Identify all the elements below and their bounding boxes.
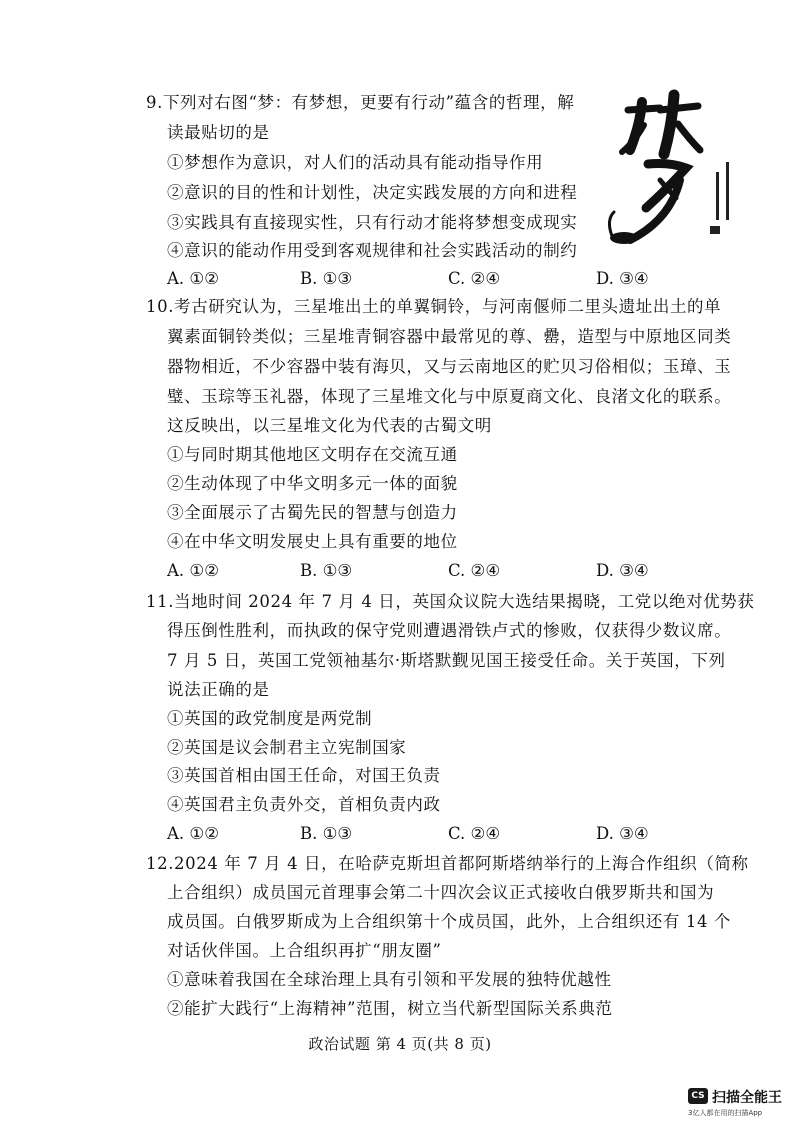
question-12-choice-1: ①意味着我国在全球治理上具有引领和平发展的独特优越性 (167, 970, 612, 989)
calligraphy-artwork (600, 80, 750, 250)
question-10-choice-3: ③全面展示了古蜀先民的智慧与创造力 (167, 503, 458, 522)
question-10-stem-line-3: 器物相近，不少容器中装有海贝，又与云南地区的贮贝习俗相似；玉璋、玉 (167, 357, 732, 376)
question-12-choice-2: ②能扩大践行“上海精神”范围，树立当代新型国际关系典范 (167, 999, 613, 1018)
question-10-choice-4: ④在中华文明发展史上具有重要的地位 (167, 532, 458, 551)
option-c: C. ②④ (448, 561, 501, 580)
option-d: D. ③④ (596, 824, 649, 843)
question-9-choice-3: ③实践具有直接现实性，只有行动才能将梦想变成现实 (167, 213, 578, 232)
side-inscription (710, 162, 729, 234)
option-a: A. ①② (167, 824, 219, 843)
option-d: D. ③④ (596, 561, 649, 580)
option-c: C. ②④ (448, 824, 501, 843)
question-11-choice-1: ①英国的政党制度是两党制 (167, 709, 373, 728)
question-11-stem-line-2: 得压倒性胜利，而执政的保守党则遭遇滑铁卢式的惨败，仅获得少数议席。 (167, 621, 732, 640)
question-9-stem-line-1: 9.下列对右图“梦：有梦想，更要有行动”蕴含的哲理，解 (146, 93, 575, 112)
option-b: B. ①③ (300, 561, 353, 580)
camscanner-logo-icon: CS (688, 1088, 708, 1104)
option-a: A. ①② (167, 561, 219, 580)
calligraphy-dream-image (600, 80, 750, 250)
question-11-choice-2: ②英国是议会制君主立宪制国家 (167, 738, 407, 757)
question-11-choice-3: ③英国首相由国王任命，对国王负责 (167, 766, 441, 785)
option-a: A. ①② (167, 269, 219, 288)
question-10-choice-1: ①与同时期其他地区文明存在交流互通 (167, 445, 458, 464)
option-c: C. ②④ (448, 269, 501, 288)
option-d: D. ③④ (596, 269, 649, 288)
watermark-slogan: 3亿人都在用的扫描App (688, 1109, 763, 1117)
watermark-brand: 扫描全能王 (712, 1090, 782, 1106)
question-12-stem-line-4: 对话伙伴国。上合组织再扩“朋友圈” (167, 941, 442, 960)
question-10-stem-line-2: 翼素面铜铃类似；三星堆青铜容器中最常见的尊、罍，造型与中原地区同类 (167, 327, 732, 346)
question-12-stem-line-2: 上合组织）成员国元首理事会第二十四次会议正式接收白俄罗斯共和国为 (167, 883, 715, 902)
option-b: B. ①③ (300, 824, 353, 843)
question-9-choice-2: ②意识的目的性和计划性，决定实践发展的方向和进程 (167, 183, 578, 202)
question-12-stem-line-3: 成员国。白俄罗斯成为上合组织第十个成员国，此外，上合组织还有 14 个 (167, 912, 731, 931)
question-9-choice-1: ①梦想作为意识，对人们的活动具有能动指导作用 (167, 153, 544, 172)
question-10-choice-2: ②生动体现了中华文明多元一体的面貌 (167, 474, 458, 493)
question-11-stem-line-4: 说法正确的是 (167, 680, 270, 699)
question-11-stem-line-1: 11.当地时间 2024 年 7 月 4 日，英国众议院大选结果揭晓，工党以绝对优势获 (146, 592, 755, 611)
question-12-stem-line-1: 12.2024 年 7 月 4 日，在哈萨克斯坦首都阿斯塔纳举行的上海合作组织（简称 (146, 854, 749, 873)
scanner-watermark (688, 1086, 798, 1126)
question-9-stem-line-2: 读最贴切的是 (167, 123, 270, 142)
question-11-stem-line-3: 7 月 5 日，英国工党领袖基尔·斯塔默觐见国王接受任命。关于英国，下列 (167, 651, 726, 670)
question-9-choice-4: ④意识的能动作用受到客观规律和社会实践活动的制约 (167, 241, 578, 260)
question-11-choice-4: ④英国君主负责外交，首相负责内政 (167, 795, 441, 814)
option-b: B. ①③ (300, 269, 353, 288)
question-10-stem-line-5: 这反映出，以三星堆文化为代表的古蜀文明 (167, 416, 492, 435)
question-10-stem-line-4: 璧、玉琮等玉礼器，体现了三星堆文化与中原夏商文化、良渚文化的联系。 (167, 387, 732, 406)
page-footer: 政治试题 第 4 页(共 8 页) (308, 1035, 492, 1053)
question-10-stem-line-1: 10.考古研究认为，三星堆出土的单翼铜铃，与河南偃师二里头遗址出土的单 (146, 297, 722, 316)
